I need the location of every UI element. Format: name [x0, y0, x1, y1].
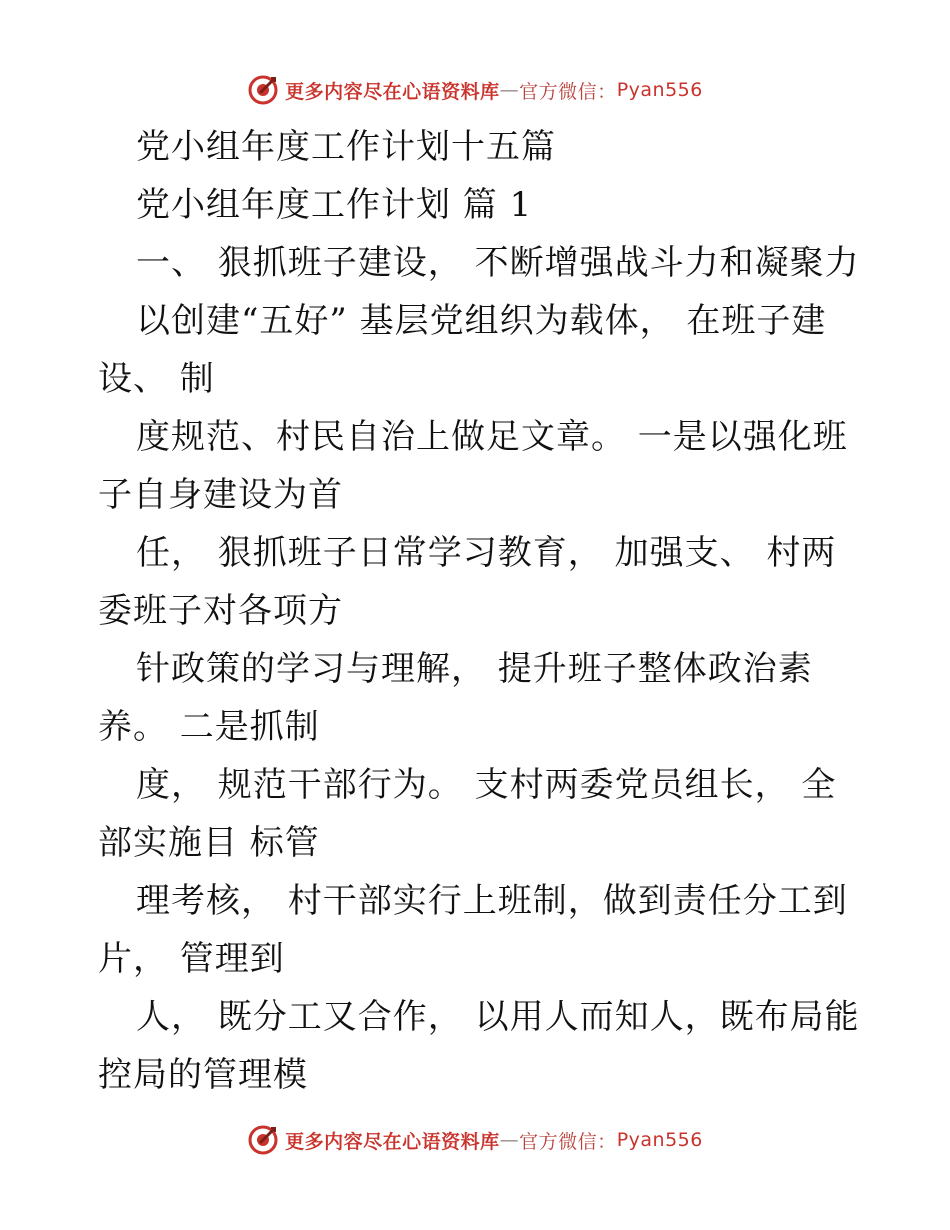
brand-logo-icon: [247, 74, 279, 106]
header-banner: [0, 70, 950, 110]
text-line: 针政策的学习与理解， 提升班子整体政治素: [136, 649, 813, 689]
text-line: 片， 管理到: [98, 939, 285, 979]
document-body: [98, 118, 868, 1104]
text-line: 度， 规范干部行为。 支村两委党员组长， 全: [136, 765, 837, 805]
text-line: 部实施目 标管: [98, 823, 320, 863]
text-line: 度规范、村民自治上做足文章。 一是以强化班: [136, 417, 848, 457]
text-line: 任， 狠抓班子日常学习教育， 加强支、 村两: [136, 533, 837, 573]
banner-wechat-id: Pyan556: [616, 1129, 703, 1151]
text-line: 子自身建设为首: [98, 475, 343, 515]
footer-banner: [0, 1120, 950, 1160]
banner-official-label: 官方微信：: [519, 1130, 617, 1153]
text-line: 养。 二是抓制: [98, 707, 320, 747]
banner-site-name: 更多内容尽在心语资料库: [285, 1130, 500, 1153]
text-line: 人， 既分工又合作， 以用人而知人，既布局能: [136, 997, 860, 1037]
document-title: 党小组年度工作计划十五篇: [136, 127, 556, 167]
text-line: 设、 制: [98, 359, 215, 399]
banner-official-label: 官方微信：: [519, 80, 617, 103]
text-line: 理考核， 村干部实行上班制，做到责任分工到: [136, 881, 848, 921]
banner-dash: —: [499, 79, 520, 101]
text-line: 一、 狠抓班子建设， 不断增强战斗力和凝聚力: [136, 243, 860, 283]
banner-dash: —: [499, 1129, 520, 1151]
section-heading: 党小组年度工作计划 篇 1: [136, 185, 533, 225]
banner-wechat-id: Pyan556: [616, 79, 703, 101]
banner-site-name: 更多内容尽在心语资料库: [285, 80, 500, 103]
text-line: 以创建“五好” 基层党组织为载体， 在班子建: [136, 301, 827, 341]
text-line: 委班子对各项方: [98, 591, 343, 631]
text-line: 控局的管理模: [98, 1055, 308, 1095]
brand-logo-icon: [247, 1124, 279, 1156]
